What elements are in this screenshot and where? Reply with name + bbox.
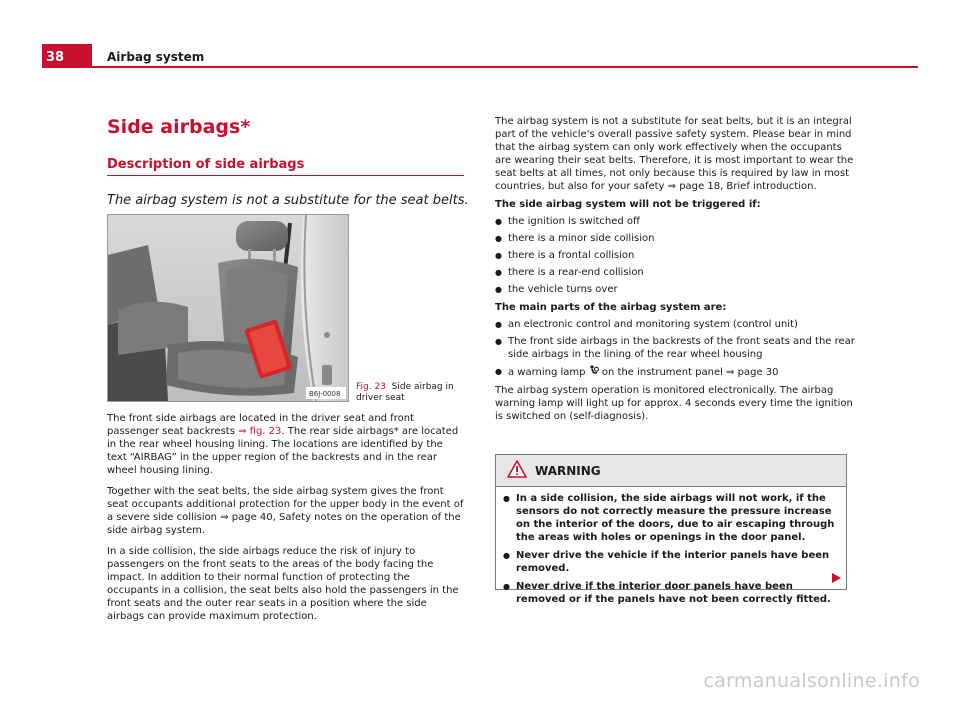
caption-line-2: driver seat [356, 393, 405, 403]
warning-item: ● Never drive if the interior door panels have been removed or if the panels have not been correctly fitted. [503, 580, 839, 606]
list-item: ● there is a frontal collision [495, 249, 855, 262]
right-paragraph-1: The airbag system is not a substitute for seat belts, but it is an integral part of the vehicle's overall passive safety system. Please bear in mind that the airbag system can only work effectively when the occupants are wearing their seat belts. Therefore, it is most important to wear the seat belts at all times, not only because this is required by law in most countries, but also for your safety ⇒ page 18, Brief introduction. [495, 116, 854, 192]
continue-arrow-icon [832, 573, 841, 583]
figure-caption [356, 382, 454, 404]
running-header-title: Airbag system [107, 50, 205, 64]
warning-box [495, 454, 847, 605]
seat-illustration [108, 215, 348, 401]
text-span: on the instrument panel ⇒ page 30 [598, 367, 779, 378]
left-paragraph-1 [107, 412, 464, 477]
text-span: The front side airbags are located in the driver seat and front passenger seat backrests [107, 413, 414, 437]
left-paragraph-3: In a side collision, the side airbags reduce the risk of injury to passengers on the front seats to the areas of the body facing the impact. In addition to their normal function of protecting the occupants in a collision, the seat belts also hold the passengers in the front seats and the outer rear seats in a position where the side airbags can provide maximum protection. [107, 546, 459, 622]
left-paragraph-2: Together with the seat belts, the side airbag system gives the front seat occupants additional protection for the upper body in the event of a severe side collision ⇒ page 40, Safety notes on the operation of the side airbag system. [107, 486, 464, 536]
right-paragraph-monitor: The airbag system operation is monitored electronically. The airbag warning lamp will light up for approx. 4 seconds every time the ignition is switched on (self-diagnosis). [495, 385, 853, 422]
text-span: . The rear side airbags* are located in the rear wheel housing lining. The locations are identified by the text “AIRBAG” in the upper region of the backrests and in the rear wheel housing lining. [107, 426, 459, 476]
warning-item: ● Never drive the vehicle if the interior panels have been removed. [503, 549, 839, 575]
left-body [107, 412, 464, 631]
warning-title: WARNING [535, 464, 601, 478]
warning-triangle-icon [507, 460, 527, 478]
list-item: ● there is a minor side collision [495, 232, 855, 245]
parts-list [495, 318, 855, 379]
right-body [495, 115, 855, 428]
subtitle-rule [107, 175, 464, 176]
page-number: 38 [42, 44, 92, 68]
warning-header [496, 455, 846, 487]
caption-line-1: Side airbag in [391, 382, 454, 392]
warning-item: ● In a side collision, the side airbags will not work, if the sensors do not correctly measure the pressure increase on the interior of the doors, due to air escaping through the areas with holes or openings in the door panel. [503, 492, 839, 544]
list-item-warning-lamp [495, 365, 855, 379]
list-item: ● the vehicle turns over [495, 283, 855, 296]
list-item: ● there is a rear-end collision [495, 266, 855, 279]
list-item: ● the ignition is switched off [495, 215, 855, 228]
not-triggered-list [495, 215, 855, 296]
header-rule [92, 66, 918, 68]
section-title: Side airbags* [107, 116, 251, 138]
watermark: carmanualsonline.info [703, 670, 920, 692]
text-span: a warning lamp [508, 367, 589, 378]
section-subtitle: Description of side airbags [107, 157, 305, 172]
parts-title: The main parts of the airbag system are: [495, 302, 727, 313]
warning-body [496, 487, 846, 606]
figure-code: B6J-0008 [309, 390, 341, 398]
figure-side-airbag-seat [107, 214, 349, 402]
list-item: ● The front side airbags in the backrests of the front seats and the rear side airbags in the lining of the rear wheel housing [495, 335, 855, 361]
airbag-warning-lamp-icon [589, 365, 599, 376]
figure-label: Fig. 23 [356, 382, 386, 392]
not-triggered-title: The side airbag system will not be triggered if: [495, 199, 761, 210]
figure-reference-link[interactable]: ⇒ fig. 23 [238, 426, 282, 437]
lead-text: The airbag system is not a substitute for the seat belts. [107, 193, 469, 208]
list-item: ● an electronic control and monitoring system (control unit) [495, 318, 855, 331]
